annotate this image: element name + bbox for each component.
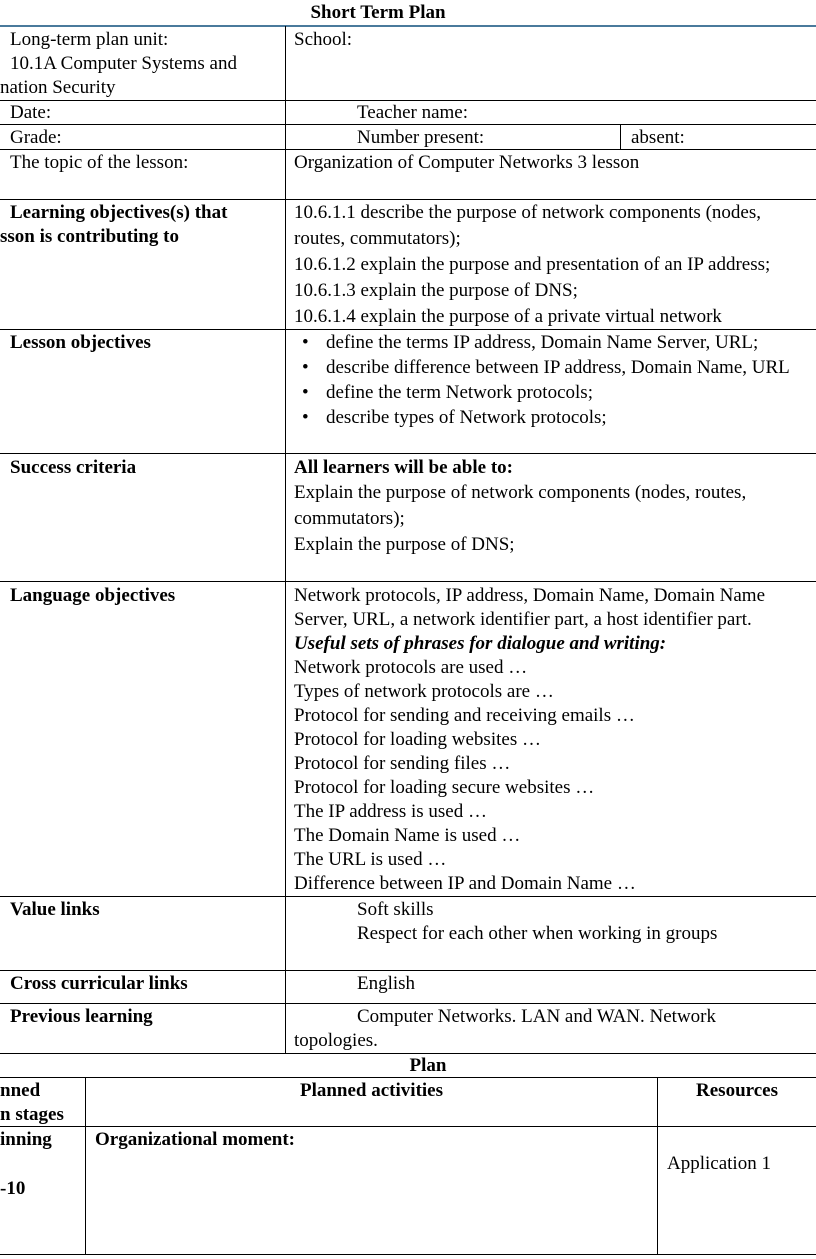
- plan-col-resources: Resources: [696, 1080, 778, 1101]
- success-criteria-line: Explain the purpose of DNS;: [294, 534, 515, 555]
- learning-objective-line: 10.6.1.4 explain the purpose of a private virtual network: [294, 306, 722, 327]
- topic-value: Organization of Computer Networks 3 lesson: [294, 152, 640, 173]
- phrase-line: Protocol for loading secure websites …: [294, 777, 595, 798]
- unit-value: 10.1A Computer Systems and: [10, 53, 237, 74]
- learning-objective-line: 10.6.1.3 explain the purpose of DNS;: [294, 280, 578, 301]
- success-criteria-line: Explain the purpose of network components (nodes, routes,: [294, 482, 747, 503]
- unit-value-cont: nation Security: [0, 77, 116, 98]
- lesson-objectives-list: [294, 330, 790, 430]
- language-objectives-line: Server, URL, a network identifier part, a host identifier part.: [294, 609, 752, 630]
- plan-resource-cell: Application 1: [667, 1153, 771, 1174]
- list-item: • describe types of Network protocols;: [294, 405, 790, 430]
- success-criteria-label: Success criteria: [10, 457, 137, 478]
- value-links-label: Value links: [10, 899, 100, 920]
- teacher-label: Teacher name:: [357, 102, 469, 123]
- phrase-line: The IP address is used …: [294, 801, 487, 822]
- list-item: • define the term Network protocols;: [294, 380, 790, 405]
- cross-curricular-value: English: [357, 973, 416, 994]
- phrase-line: Network protocols are used …: [294, 657, 528, 678]
- success-criteria-line: commutators);: [294, 508, 405, 529]
- language-objectives-label: Language objectives: [10, 585, 176, 606]
- lesson-objectives-label: Lesson objectives: [10, 332, 151, 353]
- language-objectives-line: Network protocols, IP address, Domain Name, Domain Name: [294, 585, 766, 606]
- learning-objectives-label-cont: sson is contributing to: [0, 226, 179, 247]
- page-title: Short Term Plan: [310, 2, 446, 23]
- phrase-line: Protocol for sending and receiving emails …: [294, 705, 635, 726]
- plan-col-stages: nned: [0, 1080, 41, 1101]
- previous-learning-line: topologies.: [294, 1030, 378, 1051]
- phrase-line: The Domain Name is used …: [294, 825, 521, 846]
- topic-label: The topic of the lesson:: [10, 152, 189, 173]
- date-label: Date:: [10, 102, 52, 123]
- school-label: School:: [294, 29, 353, 50]
- learning-objective-line: routes, commutators);: [294, 228, 461, 249]
- phrase-line: Protocol for sending files …: [294, 753, 511, 774]
- value-links-line: Soft skills: [357, 899, 434, 920]
- plan-activity-cell: Organizational moment:: [95, 1129, 296, 1150]
- phrase-line: Protocol for loading websites …: [294, 729, 541, 750]
- plan-col-activities: Planned activities: [299, 1080, 444, 1101]
- learning-objectives-label: Learning objectives(s) that: [10, 202, 228, 223]
- plan-col-stages-cont: n stages: [0, 1104, 64, 1125]
- list-item: • describe difference between IP address, Domain Name, URL: [294, 355, 790, 380]
- phrases-heading: Useful sets of phrases for dialogue and writing:: [294, 633, 667, 654]
- grade-label: Grade:: [10, 127, 62, 148]
- plan-stage-cell-time: -10: [0, 1178, 26, 1199]
- plan-stage-cell: inning: [0, 1129, 52, 1150]
- plan-title: Plan: [409, 1055, 447, 1076]
- list-item: • define the terms IP address, Domain Name Server, URL;: [294, 330, 790, 355]
- phrase-line: The URL is used …: [294, 849, 447, 870]
- phrase-line: Difference between IP and Domain Name …: [294, 873, 636, 894]
- absent-label: absent:: [631, 127, 685, 148]
- previous-learning-label: Previous learning: [10, 1006, 153, 1027]
- phrase-line: Types of network protocols are …: [294, 681, 554, 702]
- success-criteria-heading: All learners will be able to:: [294, 457, 513, 478]
- cross-curricular-label: Cross curricular links: [10, 973, 188, 994]
- present-label: Number present:: [357, 127, 485, 148]
- previous-learning-line: Computer Networks. LAN and WAN. Network: [357, 1006, 717, 1027]
- value-links-line: Respect for each other when working in groups: [357, 923, 718, 944]
- learning-objective-line: 10.6.1.1 describe the purpose of network components (nodes,: [294, 202, 761, 223]
- unit-label: Long-term plan unit:: [10, 29, 169, 50]
- learning-objective-line: 10.6.1.2 explain the purpose and presentation of an IP address;: [294, 254, 771, 275]
